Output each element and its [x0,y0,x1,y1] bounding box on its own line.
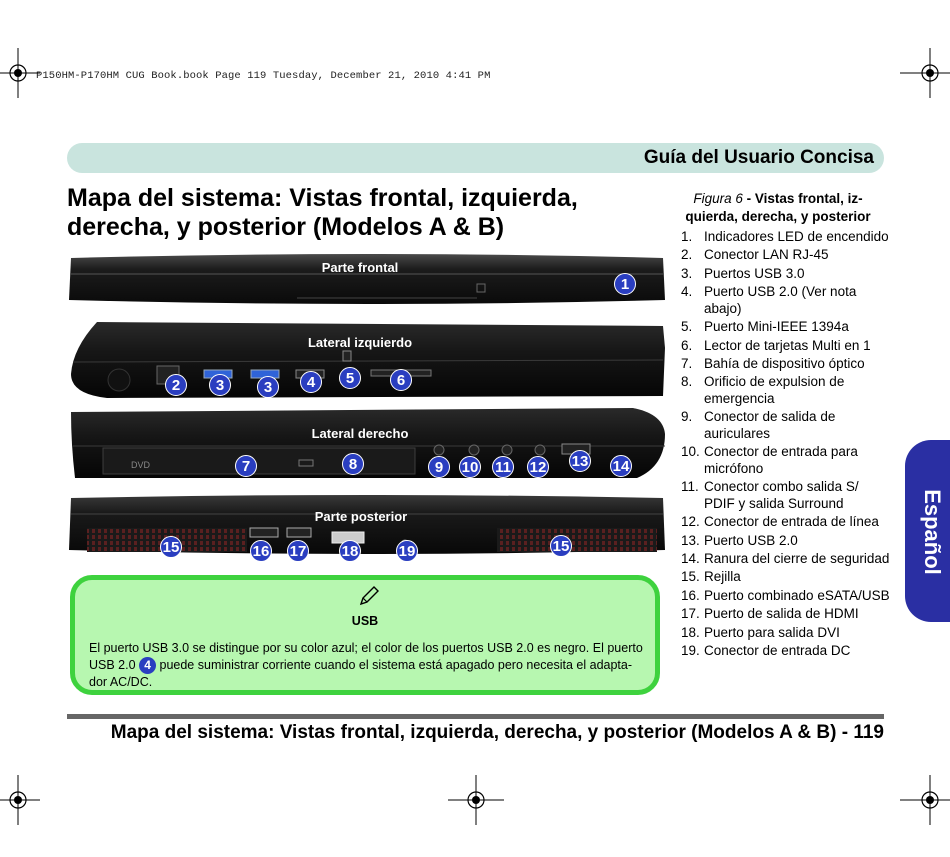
legend-item [681,409,891,442]
legend-text: Conector de entrada de línea [704,514,879,530]
callout-3: 3 [257,376,279,398]
rear-view-label: Parte posterior [314,509,408,524]
callout-9: 9 [428,456,450,478]
figure-caption-text: - Vistas frontal, iz-quierda, derecha, y posterior [685,191,871,224]
legend-num: 1. [681,229,693,244]
laptop-left-view [67,318,667,402]
callout-16: 16 [250,540,272,562]
callout-12: 12 [527,456,549,478]
legend-item [681,569,891,586]
laptop-front-view [67,250,667,310]
crop-mark-top-left [0,48,40,98]
legend-item [681,374,891,407]
legend-num: 8. [681,374,693,390]
legend-num: 6. [681,337,693,353]
legend-text: Orificio de expulsion de emergencia [704,374,845,406]
legend-text: Puerto combinado eSATA/USB [704,587,890,603]
legend-item [681,229,891,246]
note-callout-4: 4 [139,657,156,674]
legend-text: Puerto de salida de HDMI [704,606,859,622]
callout-2: 2 [165,374,187,396]
left-view-label: Lateral izquierdo [307,335,413,350]
legend-text: Puertos USB 3.0 [704,265,805,281]
legend-text: Lector de tarjetas Multi en 1 [704,337,871,353]
legend-num: 5. [681,319,693,335]
callout-18: 18 [339,540,361,562]
legend-text: Conector combo salida S/ PDIF y salida Surround [704,479,859,511]
legend-num: 7. [681,355,693,371]
callout-4: 4 [300,371,322,393]
legend-item [681,284,891,317]
legend-num: 19. [681,643,700,658]
usb-note-box [70,575,660,695]
callout-11: 11 [492,456,514,478]
figure-label: Figura 6 [693,191,743,206]
legend-text: Indicadores LED de encendido [704,229,889,244]
legend-num: 3. [681,265,693,281]
language-tab-label: Español [920,489,945,575]
legend-item [681,606,891,623]
callout-17: 17 [287,540,309,562]
footer-rule [67,714,884,719]
legend-text: Conector LAN RJ-45 [704,247,829,263]
callout-8: 8 [342,453,364,475]
callout-15: 15 [160,536,182,558]
legend-text: Conector de entrada DC [704,643,851,658]
page-title: Mapa del sistema: Vistas frontal, izquierda, derecha, y posterior (Modelos A & B) [67,184,578,241]
callout-10: 10 [459,456,481,478]
callout-13: 13 [569,450,591,472]
legend-item [681,444,891,477]
legend-num: 2. [681,247,693,263]
legend-num: 17. [681,606,700,622]
crop-mark-top-right [900,48,950,98]
guide-title: Guía del Usuario Concisa [643,147,874,168]
legend-item [681,533,891,550]
legend-num: 11. [681,479,699,495]
right-view-label: Lateral derecho [311,426,409,441]
legend-list [681,229,891,661]
legend-item [681,588,891,605]
legend-text: Puerto Mini-IEEE 1394a [704,319,849,335]
legend-item [681,266,891,283]
legend-num: 16. [681,587,700,603]
legend-num: 13. [681,532,700,548]
note-text-part: puede suministrar corriente cuando el sistema está apagado pero necesita el adapta-dor AC/DC. [89,658,633,690]
legend-item [681,338,891,355]
crop-mark-bottom-right [900,775,950,825]
note-text-part: El puerto USB 3.0 se distingue por su color azul; el color de los puertos USB 2.0 es negro. El puerto USB 2.0 [89,641,643,672]
legend-text: Ranura del cierre de seguridad [704,551,890,567]
legend-text: Puerto para salida DVI [704,624,840,640]
legend-num: 15. [681,569,700,585]
note-title: USB [351,614,379,628]
legend-item [681,319,891,336]
callout-14: 14 [610,455,632,477]
callout-15: 15 [550,535,572,557]
legend-num: 18. [681,624,700,640]
legend-num: 10. [681,444,700,460]
laptop-right-view [67,404,667,484]
callout-6: 6 [390,369,412,391]
callout-19: 19 [396,540,418,562]
callout-1: 1 [614,273,636,295]
legend-item [681,247,891,264]
front-view-label: Parte frontal [321,260,399,275]
legend-text: Conector de salida de auriculares [704,409,836,441]
legend-num: 12. [681,514,700,530]
legend-text: Puerto USB 2.0 [704,532,798,548]
print-header: P150HM-P170HM CUG Book.book Page 119 Tuesday, December 21, 2010 4:41 PM [36,70,491,82]
legend-text: Conector de entrada para micrófono [704,444,858,476]
dvd-logo-icon: DVD [131,460,151,470]
callout-3: 3 [209,374,231,396]
legend-item [681,514,891,531]
laptop-rear-view [67,492,667,564]
crop-mark-bottom-left [0,775,40,825]
legend-num: 9. [681,409,693,425]
legend-item [681,643,891,660]
page-footer: Mapa del sistema: Vistas frontal, izquierda, derecha, y posterior (Modelos A & B) - 119 [110,722,884,743]
legend-text: Bahía de dispositivo óptico [704,355,865,371]
legend-text: Puerto USB 2.0 (Ver nota abajo) [704,284,857,316]
legend-num: 14. [681,551,700,567]
legend-num: 4. [681,284,693,300]
legend-item [681,625,891,642]
figure-caption [672,190,884,226]
guide-bar [67,143,884,173]
note-text [89,640,649,691]
legend-item [681,479,891,512]
legend-item [681,356,891,373]
callout-5: 5 [339,367,361,389]
crop-mark-bottom-center [448,775,504,825]
pen-icon [358,585,380,607]
legend-item [681,551,891,568]
callout-7: 7 [235,455,257,477]
legend-text: Rejilla [704,569,741,585]
